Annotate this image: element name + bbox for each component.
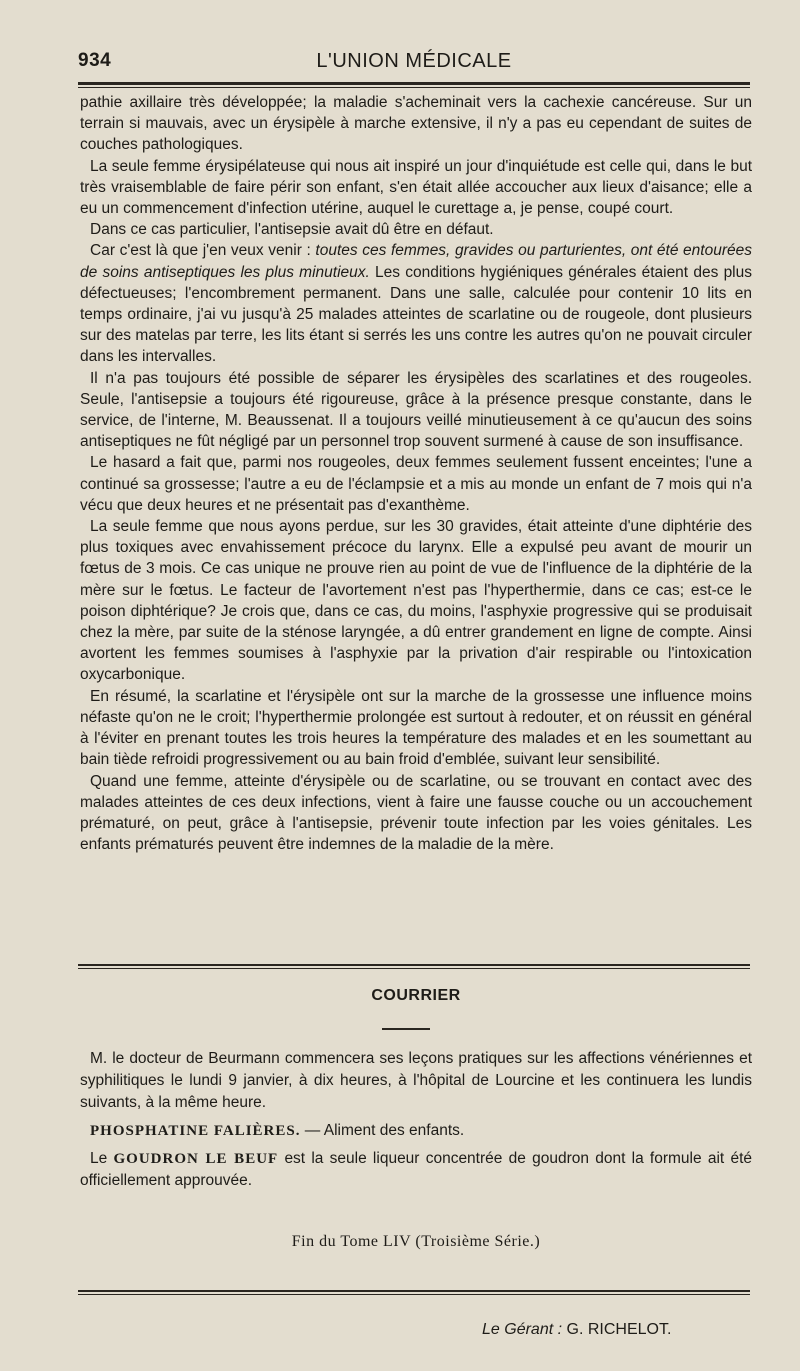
gerant-label: Le Gérant : bbox=[482, 1321, 567, 1338]
paragraph-rest: Les conditions hygiéniques générales étaient des plus défectueuses; l'encombrement permanent. Dans une salle, calculée pour contenir 10 lits en temps ordinaire, j'ai vu jusqu'à 25 malades atteintes de scarlatine ou de rougeole, dont plusieurs sur des matelas par terre, les lits étant si serrés les uns contre les autres qu'on ne pouvait circuler dans les intervalles. bbox=[80, 263, 753, 366]
gerant-signature bbox=[482, 1321, 671, 1339]
advert-text: est la seule liqueur concentrée de goudron dont la formule ait été officiellement approuvée. bbox=[80, 1150, 752, 1189]
article-paragraph bbox=[80, 240, 752, 367]
advert-name: PHOSPHATINE FALIÈRES. bbox=[90, 1123, 301, 1139]
article-paragraph: Dans ce cas particulier, l'antisepsie avait dû être en défaut. bbox=[90, 221, 494, 239]
article-paragraph: Le hasard a fait que, parmi nos rougeoles, deux femmes seulement fussent enceintes; l'une a continué sa grossesse; l'autre a eu de l'éclampsie et a mis au monde un enfant de 7 mois qui n'a vécu que deux heures et ne présentait pas d'exanthème. bbox=[80, 454, 752, 514]
page-header bbox=[78, 50, 750, 76]
article-paragraph: En résumé, la scarlatine et l'érysipèle ont sur la marche de la grossesse une influence moins néfaste qu'on ne le croit; l'hyperthermie prolongée est surtout à redouter, et on réussit en général à l'éviter en prenant toutes les trois heures la température des malades et en les soumettant au bain tiède refroidi progressivement ou au bain froid d'emblée, suivant leur sensibilité. bbox=[80, 687, 752, 769]
article-paragraph: pathie axillaire très développée; la maladie s'acheminait vers la cachexie cancéreuse. Sur un terrain si mauvais, avec un érysipèle à marche extensive, il n'y a pas eu cependant de suites de couches pathologiques. bbox=[80, 94, 752, 154]
article-paragraph: Il n'a pas toujours été possible de séparer les érysipèles des scarlatines et des rougeoles. Seule, l'antisepsie a toujours été rigoureuse, grâce à la présence presque constante, dans le service, de l'interne, M. Beaussenat. Il a toujours veillé minutieusement à ce qu'aucun des soins antiseptiques ne fût négligé par un personnel trop souvent surmené à cause de son insuffisance. bbox=[80, 369, 752, 451]
article-paragraph: La seule femme érysipélateuse qui nous ait inspiré un jour d'inquiétude est celle qui, dans le but très vraisemblable de faire périr son enfant, s'en était allée accoucher aux lieux d'aisance; elle a eu un commencement d'infection utérine, auquel le curettage a, je pense, coupé court. bbox=[80, 157, 752, 218]
title-underline bbox=[382, 1028, 430, 1030]
footer-rule-thick bbox=[78, 1290, 750, 1292]
end-of-volume-note: Fin du Tome LIV (Troisième Série.) bbox=[291, 1233, 541, 1250]
courrier-paragraph: M. le docteur de Beurmann commencera ses leçons pratiques sur les affections vénériennes et syphilitiques le lundi 9 janvier, à dix heures, à l'hôpital de Lourcine et les continuera les lundis suivants, à la même heure. bbox=[80, 1050, 752, 1111]
article-body bbox=[80, 92, 752, 855]
journal-title: L'UNION MÉDICALE bbox=[316, 50, 512, 72]
page-number: 934 bbox=[78, 50, 112, 71]
paragraph-intro: Car c'est là que j'en veux venir : bbox=[90, 242, 316, 260]
section-rule-bottom bbox=[78, 968, 750, 969]
courrier-paragraph bbox=[80, 1148, 752, 1192]
gerant-name: G. RICHELOT. bbox=[566, 1321, 672, 1338]
emphasized-text: toutes ces femmes, gravides ou parturientes, ont été entourées de soins antiseptiques les plus minutieux. bbox=[80, 242, 752, 281]
courrier-paragraph bbox=[80, 1120, 752, 1142]
courrier-title: COURRIER bbox=[371, 987, 461, 1004]
courrier-section bbox=[80, 1048, 752, 1198]
section-rule-top bbox=[78, 964, 750, 966]
header-rule-thin bbox=[78, 87, 750, 88]
advert-lead: Le bbox=[90, 1150, 114, 1167]
article-paragraph: Quand une femme, atteinte d'érysipèle ou de scarlatine, ou se trouvant en contact avec des malades atteintes de ces deux infections, vient à faire une fausse couche ou un accouchement prématuré, on peut, grâce à l'antisepsie, prévenir toute infection par les voies génitales. Les enfants prématurés peuvent être indemnes de la maladie de la mère. bbox=[80, 772, 752, 854]
footer-rule-thin bbox=[78, 1294, 750, 1295]
article-paragraph: La seule femme que nous ayons perdue, sur les 30 gravides, était atteinte d'une diphtérie des plus toxiques avec envahissement précoce du larynx. Elle a expulsé peu avant de mourir un fœtus de 3 mois. Ce cas unique ne prouve rien au point de vue de l'influence de la diphtérie de la mère sur le fœtus. Le facteur de l'avortement n'est pas l'hyperthermie, dans ce cas; est-ce le poison diphtérique? Je crois que, dans ce cas, du moins, l'asphyxie progressive qui se produisait chez la mère, par suite de la sténose laryngée, a dû entrer grandement en ligne de compte. Ainsi avortent les femmes soumises à l'asphyxie par la privation d'air respirable ou l'intoxication oxycarbonique. bbox=[80, 518, 752, 684]
advert-text: — Aliment des enfants. bbox=[300, 1122, 465, 1139]
advert-name: GOUDRON LE BEUF bbox=[113, 1151, 279, 1167]
header-rule-thick bbox=[78, 82, 750, 85]
